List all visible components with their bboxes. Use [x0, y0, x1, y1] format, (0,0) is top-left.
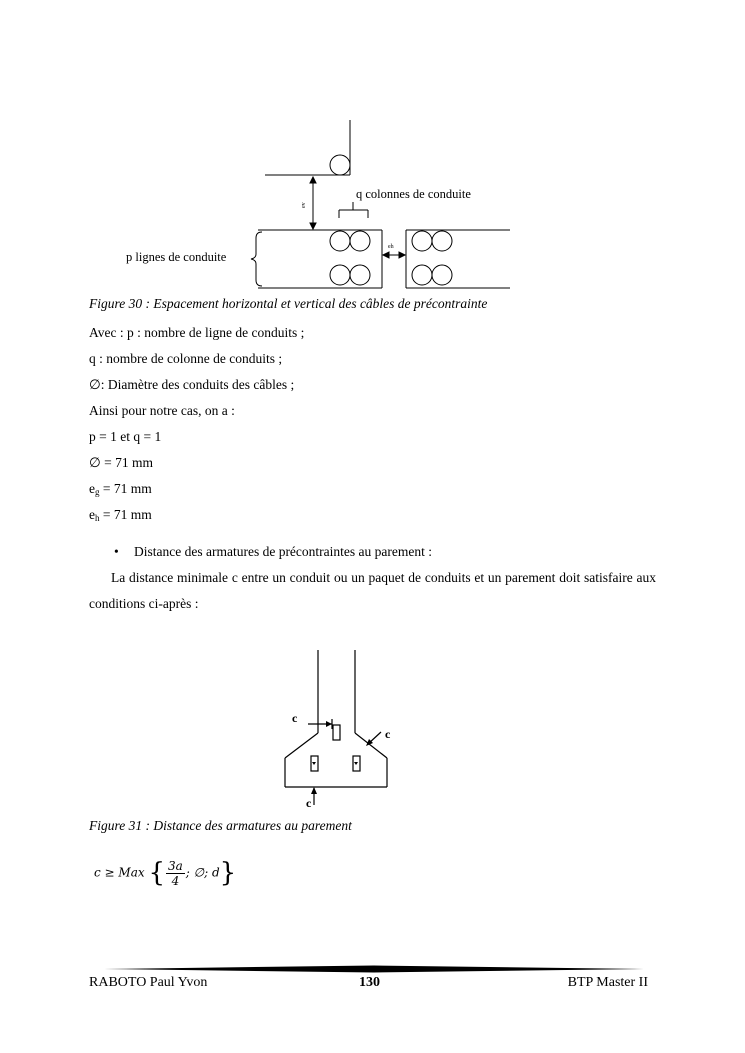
body-line-6: ∅ = 71 mm — [89, 455, 153, 470]
eh-value: = 71 mm — [99, 507, 152, 522]
body-line-4: Ainsi pour notre cas, on a : — [89, 403, 235, 418]
formula-open-brace: { — [148, 858, 165, 888]
body-paragraph — [89, 565, 656, 617]
formula-close-brace: } — [219, 858, 237, 888]
figure30-label-eh: eh — [388, 244, 394, 250]
eg-prefix: e — [89, 481, 95, 496]
figure30-label-p: p lignes de conduite — [126, 250, 227, 264]
formula-lhs: c ≥ Max — [94, 865, 145, 880]
footer-rule — [104, 965, 644, 973]
eh-subscript: h — [95, 513, 100, 523]
body-line-1: Avec : p : nombre de ligne de conduits ; — [89, 325, 305, 340]
bullet-text: Distance des armatures de précontraintes au parement : — [134, 544, 432, 559]
body-line-3: ∅: Diamètre des conduits des câbles ; — [89, 377, 295, 392]
formula-fraction — [166, 859, 185, 888]
figure-31-diagram — [275, 645, 405, 815]
eg-value: = 71 mm — [99, 481, 152, 496]
bullet-item — [114, 544, 432, 560]
body-line-eh — [89, 507, 152, 523]
footer-page-number: 130 — [359, 975, 380, 990]
figure31-label-c-right: c — [385, 727, 391, 741]
body-line-5: p = 1 et q = 1 — [89, 429, 162, 444]
eh-prefix: e — [89, 507, 95, 522]
figure-31-caption: Figure 31 : Distance des armatures au parement — [89, 818, 352, 833]
formula-numerator: 3a — [168, 858, 183, 873]
body-line-eg — [89, 481, 152, 497]
footer-program: BTP Master II — [567, 975, 648, 990]
figure-30-caption: Figure 30 : Espacement horizontal et vertical des câbles de précontrainte — [89, 296, 488, 311]
figure31-label-c-left: c — [292, 711, 298, 725]
formula-rest: ; ∅; d — [185, 865, 220, 880]
figure30-label-q: q colonnes de conduite — [356, 187, 471, 201]
paragraph-text: La distance minimale c entre un conduit ou un paquet de conduits et un parement doit satisfaire aux conditions ci-après : — [89, 570, 656, 611]
body-line-2: q : nombre de colonne de conduits ; — [89, 351, 283, 366]
formula-min-distance — [94, 858, 236, 888]
eg-subscript: g — [95, 487, 100, 497]
figure31-label-c-bottom: c — [306, 796, 312, 810]
figure-30-diagram — [120, 118, 520, 298]
formula-denominator: 4 — [171, 873, 180, 888]
bullet-dot-icon: • — [114, 544, 119, 559]
footer-author: RABOTO Paul Yvon — [89, 975, 208, 990]
figure30-label-ev: ev — [301, 202, 307, 208]
